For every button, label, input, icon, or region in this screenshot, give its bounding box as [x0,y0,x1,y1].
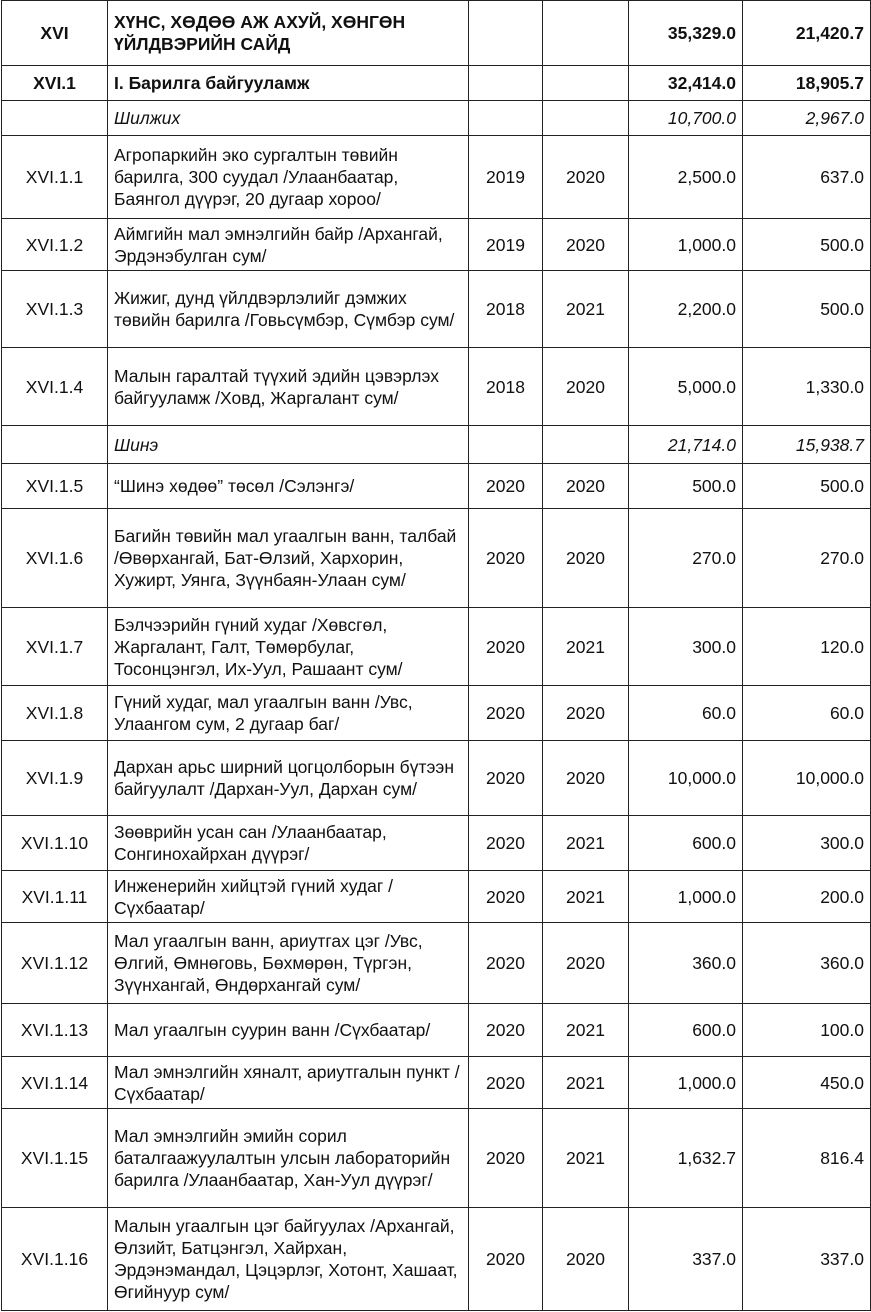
name-cell: Мал угаалгын ванн, ариутгах цэг /Увс, Өлгий, Өмнөговь, Бөхмөрөн, Түргэн, Зүүнхангай, Өндөрхангай сум/ [108,923,469,1004]
end-year-cell: 2021 [543,1109,629,1208]
amount-cell: 1,330.0 [743,348,871,426]
total-cost-cell: 2,200.0 [629,271,743,348]
code-cell: XVI.1.10 [2,816,108,871]
code-cell: XVI.1.12 [2,923,108,1004]
code-cell: XVI.1.2 [2,219,108,271]
total-cost-cell: 10,700.0 [629,101,743,136]
code-cell: XVI.1.4 [2,348,108,426]
name-cell: Шинэ [108,426,469,464]
code-cell: XVI [2,1,108,66]
total-cost-cell: 60.0 [629,686,743,741]
amount-cell: 60.0 [743,686,871,741]
table-row [2,271,871,348]
end-year-cell [543,426,629,464]
code-cell: XVI.1 [2,66,108,101]
total-cost-cell: 1,000.0 [629,219,743,271]
start-year-cell: 2018 [469,271,543,348]
total-cost-cell: 1,000.0 [629,1057,743,1109]
start-year-cell: 2020 [469,608,543,686]
amount-cell: 270.0 [743,509,871,608]
start-year-cell [469,66,543,101]
amount-cell: 300.0 [743,816,871,871]
table-row [2,1208,871,1311]
amount-cell: 10,000.0 [743,741,871,816]
name-cell: “Шинэ хөдөө” төсөл /Сэлэнгэ/ [108,464,469,509]
total-cost-cell: 500.0 [629,464,743,509]
start-year-cell: 2020 [469,1057,543,1109]
total-cost-cell: 270.0 [629,509,743,608]
end-year-cell [543,101,629,136]
start-year-cell: 2020 [469,871,543,923]
start-year-cell: 2020 [469,686,543,741]
amount-cell: 120.0 [743,608,871,686]
code-cell: XVI.1.7 [2,608,108,686]
total-cost-cell: 300.0 [629,608,743,686]
code-cell: XVI.1.9 [2,741,108,816]
amount-cell: 100.0 [743,1004,871,1057]
name-cell: Гүний худаг, мал угаалгын ванн /Увс, Улаангом сум, 2 дугаар баг/ [108,686,469,741]
start-year-cell: 2018 [469,348,543,426]
end-year-cell: 2020 [543,136,629,219]
total-cost-cell: 600.0 [629,816,743,871]
name-cell: I. Барилга байгууламж [108,66,469,101]
code-cell: XVI.1.16 [2,1208,108,1311]
end-year-cell: 2021 [543,871,629,923]
name-cell: Зөөврийн усан сан /Улаанбаатар, Сонгинохайрхан дүүрэг/ [108,816,469,871]
start-year-cell: 2020 [469,1004,543,1057]
end-year-cell: 2020 [543,509,629,608]
start-year-cell: 2019 [469,136,543,219]
total-cost-cell: 600.0 [629,1004,743,1057]
table-row [2,219,871,271]
name-cell: Малын гаралтай түүхий эдийн цэвэрлэх байгууламж /Ховд, Жаргалант сум/ [108,348,469,426]
end-year-cell: 2020 [543,923,629,1004]
code-cell: XVI.1.11 [2,871,108,923]
end-year-cell: 2021 [543,816,629,871]
end-year-cell: 2020 [543,1208,629,1311]
code-cell: XVI.1.13 [2,1004,108,1057]
name-cell: Жижиг, дунд үйлдвэрлэлийг дэмжих төвийн барилга /Говьсүмбэр, Сүмбэр сум/ [108,271,469,348]
total-cost-cell: 5,000.0 [629,348,743,426]
end-year-cell: 2020 [543,219,629,271]
amount-cell: 500.0 [743,464,871,509]
code-cell: XVI.1.5 [2,464,108,509]
name-cell: Шилжих [108,101,469,136]
end-year-cell: 2020 [543,686,629,741]
code-cell: XVI.1.14 [2,1057,108,1109]
end-year-cell: 2021 [543,271,629,348]
table-row [2,509,871,608]
code-cell: XVI.1.8 [2,686,108,741]
name-cell: Аймгийн мал эмнэлгийн байр /Архангай, Эрдэнэбулган сум/ [108,219,469,271]
end-year-cell: 2020 [543,348,629,426]
code-cell: XVI.1.15 [2,1109,108,1208]
code-cell: XVI.1.3 [2,271,108,348]
table-row [2,923,871,1004]
start-year-cell: 2020 [469,1109,543,1208]
name-cell: Инженерийн хийцтэй гүний худаг /Сүхбаатар/ [108,871,469,923]
name-cell: Мал угаалгын суурин ванн /Сүхбаатар/ [108,1004,469,1057]
amount-cell: 500.0 [743,219,871,271]
name-cell: Дархан арьс ширний цогцолборын бүтээн байгуулалт /Дархан-Уул, Дархан сум/ [108,741,469,816]
subtotal-row [2,101,871,136]
total-cost-cell: 2,500.0 [629,136,743,219]
code-cell [2,101,108,136]
end-year-cell [543,66,629,101]
table-row [2,464,871,509]
total-cost-cell: 32,414.0 [629,66,743,101]
start-year-cell [469,1,543,66]
budget-table [1,0,871,1311]
amount-cell: 637.0 [743,136,871,219]
table-row [2,348,871,426]
table-row [2,608,871,686]
end-year-cell: 2021 [543,1004,629,1057]
name-cell: Агропаркийн эко сургалтын төвийн барилга, 300 суудал /Улаанбаатар, Баянгол дүүрэг, 20 дугаар хороо/ [108,136,469,219]
amount-cell: 816.4 [743,1109,871,1208]
amount-cell: 15,938.7 [743,426,871,464]
start-year-cell: 2020 [469,509,543,608]
name-cell: Мал эмнэлгийн эмийн сорил баталгаажуулалтын улсын лабораторийн барилга /Улаанбаатар, Хан-Уул дүүрэг/ [108,1109,469,1208]
total-cost-cell: 35,329.0 [629,1,743,66]
section-row [2,66,871,101]
table-row [2,1057,871,1109]
end-year-cell: 2021 [543,1057,629,1109]
code-cell [2,426,108,464]
total-cost-cell: 1,000.0 [629,871,743,923]
start-year-cell: 2019 [469,219,543,271]
code-cell: XVI.1.6 [2,509,108,608]
total-cost-cell: 1,632.7 [629,1109,743,1208]
code-cell: XVI.1.1 [2,136,108,219]
end-year-cell [543,1,629,66]
table-row [2,1004,871,1057]
table-row [2,136,871,219]
table-row [2,1109,871,1208]
end-year-cell: 2020 [543,741,629,816]
table-row [2,871,871,923]
start-year-cell: 2020 [469,1208,543,1311]
subtotal-row [2,426,871,464]
total-cost-cell: 21,714.0 [629,426,743,464]
start-year-cell [469,101,543,136]
table-row [2,816,871,871]
end-year-cell: 2021 [543,608,629,686]
total-cost-cell: 360.0 [629,923,743,1004]
amount-cell: 18,905.7 [743,66,871,101]
table-row [2,686,871,741]
table-row [2,741,871,816]
start-year-cell: 2020 [469,923,543,1004]
amount-cell: 450.0 [743,1057,871,1109]
name-cell: Мал эмнэлгийн хяналт, ариутгалын пункт /Сүхбаатар/ [108,1057,469,1109]
name-cell: ХҮНС, ХӨДӨӨ АЖ АХУЙ, ХӨНГӨН ҮЙЛДВЭРИЙН САЙД [108,1,469,66]
total-cost-cell: 337.0 [629,1208,743,1311]
amount-cell: 360.0 [743,923,871,1004]
amount-cell: 21,420.7 [743,1,871,66]
name-cell: Малын угаалгын цэг байгуулах /Архангай, Өлзийт, Батцэнгэл, Хайрхан, Эрдэнэмандал, Цэцэрлэг, Хотонт, Хашаат, Өгийнуур сум/ [108,1208,469,1311]
start-year-cell: 2020 [469,464,543,509]
amount-cell: 337.0 [743,1208,871,1311]
start-year-cell: 2020 [469,741,543,816]
name-cell: Бэлчээрийн гүний худаг /Хөвсгөл, Жаргалант, Галт, Төмөрбулаг, Тосонцэнгэл, Их-Уул, Рашаант сум/ [108,608,469,686]
end-year-cell: 2020 [543,464,629,509]
name-cell: Багийн төвийн мал угаалгын ванн, талбай /Өвөрхангай, Бат-Өлзий, Хархорин, Хужирт, Уянга, Зүүнбаян-Улаан сум/ [108,509,469,608]
amount-cell: 500.0 [743,271,871,348]
start-year-cell [469,426,543,464]
start-year-cell: 2020 [469,816,543,871]
amount-cell: 2,967.0 [743,101,871,136]
section-row [2,1,871,66]
total-cost-cell: 10,000.0 [629,741,743,816]
amount-cell: 200.0 [743,871,871,923]
